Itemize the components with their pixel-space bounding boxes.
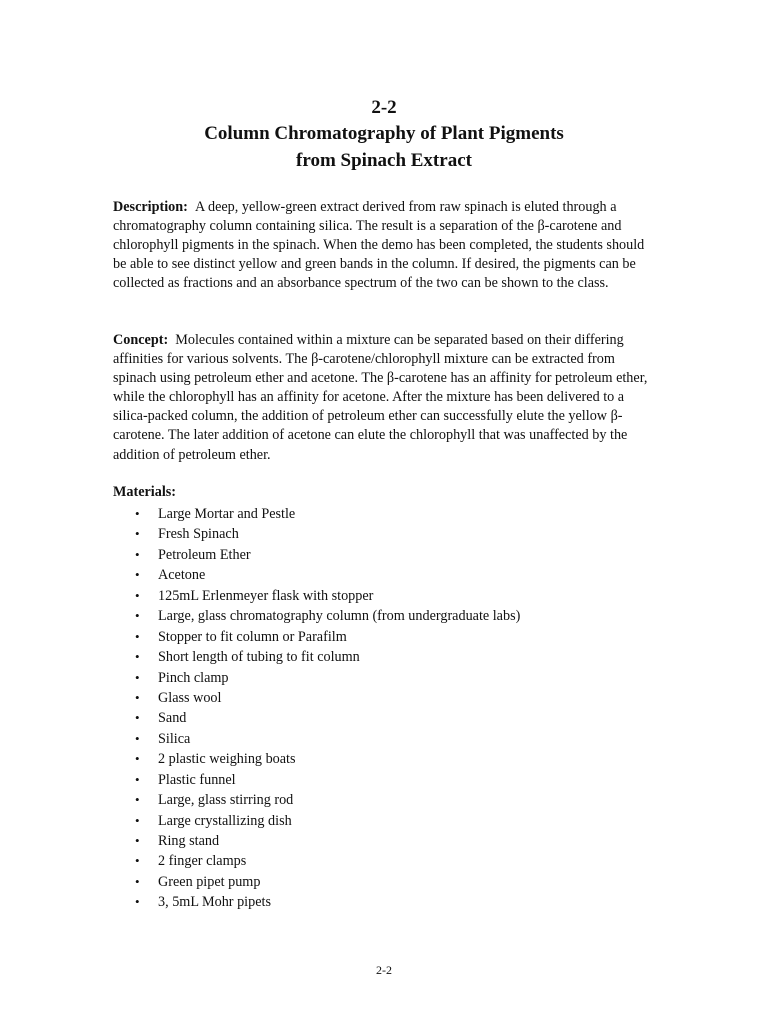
materials-list-item [113,545,520,565]
bullet-icon: • [135,649,140,665]
bullet-icon: • [135,526,140,542]
materials-list-item [113,749,520,769]
materials-item-text: Large, glass stirring rod [158,792,294,809]
materials-item-text: Large crystallizing dish [158,812,292,829]
bullet-icon: • [135,587,140,603]
bullet-icon: • [135,608,140,624]
materials-list-item [113,668,520,688]
materials-list-item [113,647,520,667]
bullet-icon: • [135,771,140,787]
materials-list-item [113,729,520,749]
materials-item-text: Short length of tubing to fit column [158,649,360,666]
section-number: 2-2 [371,97,397,118]
bullet-icon: • [135,873,140,889]
materials-item-text: Sand [158,710,187,727]
materials-list-item [113,504,520,524]
materials-item-text: Plastic funnel [158,771,236,788]
concept-label: Concept: [113,332,169,348]
description-label: Description: [113,199,188,215]
bullet-icon: • [135,792,140,808]
bullet-icon: • [135,628,140,644]
materials-label: Materials: [113,484,177,500]
materials-list-item [113,811,520,831]
materials-item-text: Glass wool [158,689,222,706]
materials-item-text: Large, glass chromatography column (from undergraduate labs) [158,608,521,625]
description-paragraph [113,198,658,293]
materials-item-text: 3, 5mL Mohr pipets [158,894,271,911]
materials-item-text: Fresh Spinach [158,526,239,543]
bullet-icon: • [135,853,140,869]
materials-list-item [113,892,520,912]
materials-list-item [113,688,520,708]
materials-item-text: Stopper to fit column or Parafilm [158,628,347,645]
materials-item-text: Pinch clamp [158,669,229,686]
materials-item-text: Silica [158,730,191,747]
materials-list-item [113,831,520,851]
bullet-icon: • [135,812,140,828]
page-title-line-2: from Spinach Extract [296,150,472,171]
materials-list-item [113,872,520,892]
materials-item-text: Ring stand [158,833,220,849]
bullet-icon: • [135,506,140,521]
materials-item-text: Acetone [158,567,206,584]
bullet-icon: • [135,751,140,767]
concept-text: Molecules contained within a mixture can be separated based on their differing affinities for various solvents. The β-carotene/chlorophyll mixture can be extracted from spinach using petroleum ether and acetone. The β-carotene has an affinity for petroleum ether, while the chlorophyll has an affinity for acetone. After the mixture has been delivered to a silica-packed column, the addition of petroleum ether can successfully elute the yellow β-carotene. The later addition of acetone can elute the chlorophyll that was unaffected by the addition of petroleum ether. [113,332,648,463]
description-text: A deep, yellow-green extract derived from raw spinach is eluted through a chromatography column containing silica. The result is a separation of the β-carotene and chlorophyll pigments in the spinach. When the demo has been completed, the students should be able to see distinct yellow and green bands in the column. If desired, the pigments can be collected as fractions and an absorbance spectrum of the two can be shown to the class. [113,199,645,292]
materials-list-item [113,565,520,585]
materials-list-item [113,627,520,647]
materials-list-item [113,770,520,790]
bullet-icon: • [135,546,140,562]
bullet-icon: • [135,567,140,583]
materials-item-text: 2 plastic weighing boats [158,751,296,768]
page-title-line-1: Column Chromatography of Plant Pigments [204,123,564,144]
bullet-icon: • [135,730,140,746]
materials-item-text: 2 finger clamps [158,853,247,870]
materials-list-item [113,586,520,606]
bullet-icon: • [135,894,140,910]
materials-item-text: 125mL Erlenmeyer flask with stopper [158,587,374,604]
page-number: 2-2 [376,963,392,977]
materials-list-item [113,606,520,626]
bullet-icon: • [135,669,140,685]
materials-item-text: Green pipet pump [158,873,261,890]
materials-item-text: Large Mortar and Pestle [158,506,296,522]
materials-list-item [113,524,520,544]
materials-list-item [113,851,520,871]
materials-list-item [113,708,520,728]
bullet-icon: • [135,689,140,705]
materials-list [113,504,520,913]
bullet-icon: • [135,833,140,848]
materials-list-item [113,790,520,810]
concept-paragraph [113,331,658,465]
bullet-icon: • [135,710,140,726]
materials-item-text: Petroleum Ether [158,546,251,563]
